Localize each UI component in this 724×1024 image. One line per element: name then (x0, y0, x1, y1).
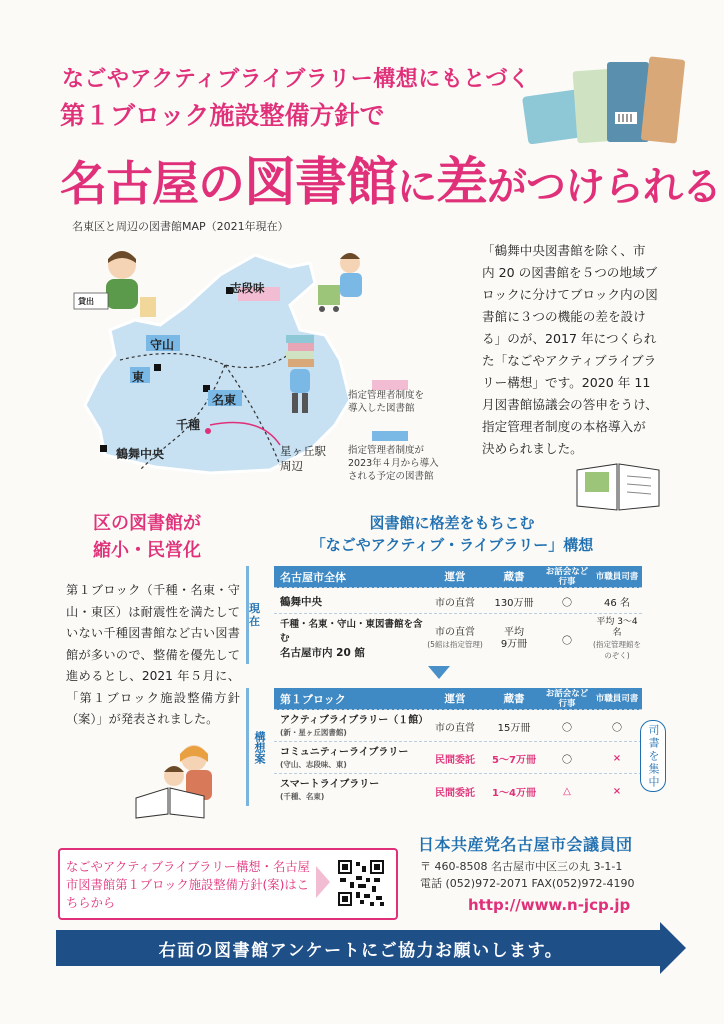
row-events: 〇 (562, 635, 572, 647)
table-row (274, 616, 642, 662)
row-name (274, 618, 424, 660)
current-block (246, 566, 642, 664)
row-name: 鶴舞中央 (280, 596, 322, 608)
header-cell-operation: 運営 (444, 571, 466, 583)
row-name-line-2: 名古屋市内 20 館 (280, 647, 365, 659)
row-events: △ (563, 785, 571, 797)
org-contact (420, 858, 634, 892)
row-books: 130万冊 (494, 598, 534, 609)
section-heading-line-2: 縮小・民営化 (93, 540, 201, 561)
row-books: 5～7万冊 (492, 755, 536, 766)
row-name-note: (守山、志段味、東) (280, 759, 347, 769)
map-title: 名東区と周辺の図書館MAP（2021年現在） (72, 220, 289, 233)
header-line-1: なごやアクティブライブラリー構想にもとづく (62, 67, 531, 92)
org-url-link[interactable]: http://www.n-jcp.jp (468, 896, 631, 914)
row-operation: 市の直営 (435, 723, 475, 734)
row-events: 〇 (562, 755, 572, 766)
plan-label: 構想案 (248, 688, 270, 806)
legend-pink-line-2: 導入した図書館 (348, 403, 415, 414)
header-cell-operation: 運営 (444, 693, 466, 705)
row-staff-note: (指定管理館をのぞく) (593, 640, 641, 660)
headline-part-4: 差 (436, 153, 488, 213)
table-heading-line-2: 「なごやアクティブ・ライブラリー」構想 (310, 536, 594, 554)
header-cell-events: お話会など行事 (545, 566, 589, 587)
row-events: 〇 (562, 723, 572, 734)
row-name-line-1: 千種・名東・守山・東図書館を含む (280, 619, 423, 644)
row-name-note: (千種、名東) (280, 792, 325, 801)
main-headline (60, 140, 721, 215)
table-heading-line-1: 図書館に格差をもちこむ (369, 514, 535, 532)
headline-part-3: に (397, 164, 437, 210)
section-body: 第１ブロック（千種・名東・守山・東区）は耐震性を満たしていない千種図書館など古い図書館が多いので、整備を優先して進めるとし、2021 年５月に、「第１ブロック施設整備方針（案）」が発表されました。 (66, 583, 240, 726)
banner-text: 右面の図書館アンケートにご協力お願いします。 (158, 940, 564, 961)
qr-code-icon[interactable] (336, 858, 386, 908)
header-cell-staff: 市職員司書 (595, 693, 639, 704)
row-staff: × (612, 753, 622, 764)
legend-blue-line-2: 2023年４月から導入 (348, 458, 439, 469)
row-operation: 民間委託 (435, 787, 475, 799)
section-heading-line-1: 区の図書館が (93, 513, 201, 534)
header-cell-staff: 市職員司書 (595, 571, 639, 582)
map-label-shidami: 志段味 (230, 281, 265, 295)
org-name: 日本共産党名古屋市会議員団 (418, 835, 633, 854)
map-sign-label: 貸出 (78, 297, 94, 306)
header-cell-events: お話会など行事 (545, 688, 589, 709)
row-books-line-2: 9万冊 (500, 639, 528, 650)
org-address: 〒 460-8508 名古屋市中区三の丸 3-1-1 (420, 860, 623, 873)
row-operation: 市の直営 (5館は指定管理) (424, 627, 486, 651)
row-staff: 平均 3～4 名 (指定管理館をのぞく) (593, 617, 641, 660)
header-cell-name: 名古屋市全体 (280, 570, 346, 584)
map-label-chikusa: 千種 (176, 418, 201, 432)
link-box-text: なごやアクティブライブラリー構想・名古屋市図書館第１ブロック施設整備方針(案)はこちらから (66, 860, 310, 910)
row-staff: × (612, 785, 622, 797)
legend-blue (348, 444, 439, 483)
row-name: スマートライブラリー (千種、名東) (274, 779, 424, 803)
header-cell-books: 蔵書 (503, 571, 525, 583)
librarian-callout: 司書を集中 (640, 720, 666, 792)
parent-child-reading-illustration (132, 740, 232, 820)
map-label-moriyama: 守山 (150, 338, 175, 352)
down-arrow-icon (428, 666, 450, 679)
legend-pink (348, 389, 424, 415)
current-header-row (274, 566, 642, 588)
table-row (274, 712, 642, 742)
org-phone: 電話 (052)972-2071 FAX(052)972-4190 (420, 877, 635, 890)
intro-text: 「鶴舞中央図書館を除く、市内 20 の図書館を５つの地域ブロックに分けてブロック内の図書館に３つの機能の差を設ける」のが、2017 年につくられた「なごやアクティブライブラリー構想」です。2020 年 11 月図書館協議会の答申をうけ、指定管理者制度の本格導入が決められました。 (482, 243, 658, 456)
section-heading (72, 510, 222, 564)
books-illustration (515, 52, 685, 144)
hoshigaoka-line-2: 周辺 (280, 459, 303, 473)
headline-part-5: がつけられる (487, 164, 722, 210)
headline-part-1: 名古屋の (60, 157, 244, 212)
row-events: 〇 (562, 598, 572, 609)
plan-header-row (274, 688, 642, 710)
map-label-meito: 名東 (212, 393, 237, 407)
arrow-right-icon (316, 866, 330, 898)
table-row (274, 590, 642, 614)
headline-part-2: 図書館 (244, 153, 398, 213)
open-book-icon (573, 456, 663, 514)
hoshigaoka-line-1: 星ヶ丘駅 (280, 444, 326, 458)
row-name: アクティブライブラリー（１館） (新・星ヶ丘図書館) (280, 714, 429, 737)
header-cell-name: 第１ブロック (280, 692, 346, 706)
map-label-hoshigaoka (280, 444, 326, 474)
legend-pink-line-1: 指定管理者制度を (348, 390, 425, 401)
row-books: 平均 9万冊 (486, 627, 542, 651)
header-line-2: 第１ブロック施設整備方針で (60, 101, 385, 130)
row-books: 1～4万冊 (492, 787, 536, 799)
row-staff: 〇 (612, 723, 622, 734)
legend-blue-line-1: 指定管理者制度が (348, 445, 425, 456)
row-operation: 市の直営 (435, 598, 475, 609)
row-operation-note: (5館は指定管理) (427, 640, 483, 649)
row-name-note: (新・星ヶ丘図書館) (280, 727, 347, 737)
header-cell-books: 蔵書 (503, 693, 525, 705)
legend-blue-line-3: される予定の図書館 (348, 471, 434, 482)
map-label-tsurumai: 鶴舞中央 (116, 447, 165, 461)
row-operation: 民間委託 (435, 755, 475, 766)
table-row (274, 776, 642, 806)
table-heading (262, 512, 642, 556)
map-label-higashi: 東 (132, 370, 145, 384)
row-staff: 46 名 (604, 598, 630, 609)
plan-block (246, 688, 642, 806)
table-row (274, 744, 642, 774)
row-books: 15万冊 (497, 723, 531, 734)
row-name: コミュニティーライブラリー (守山、志段味、東) (274, 747, 424, 771)
current-label: 現在 (248, 566, 270, 664)
